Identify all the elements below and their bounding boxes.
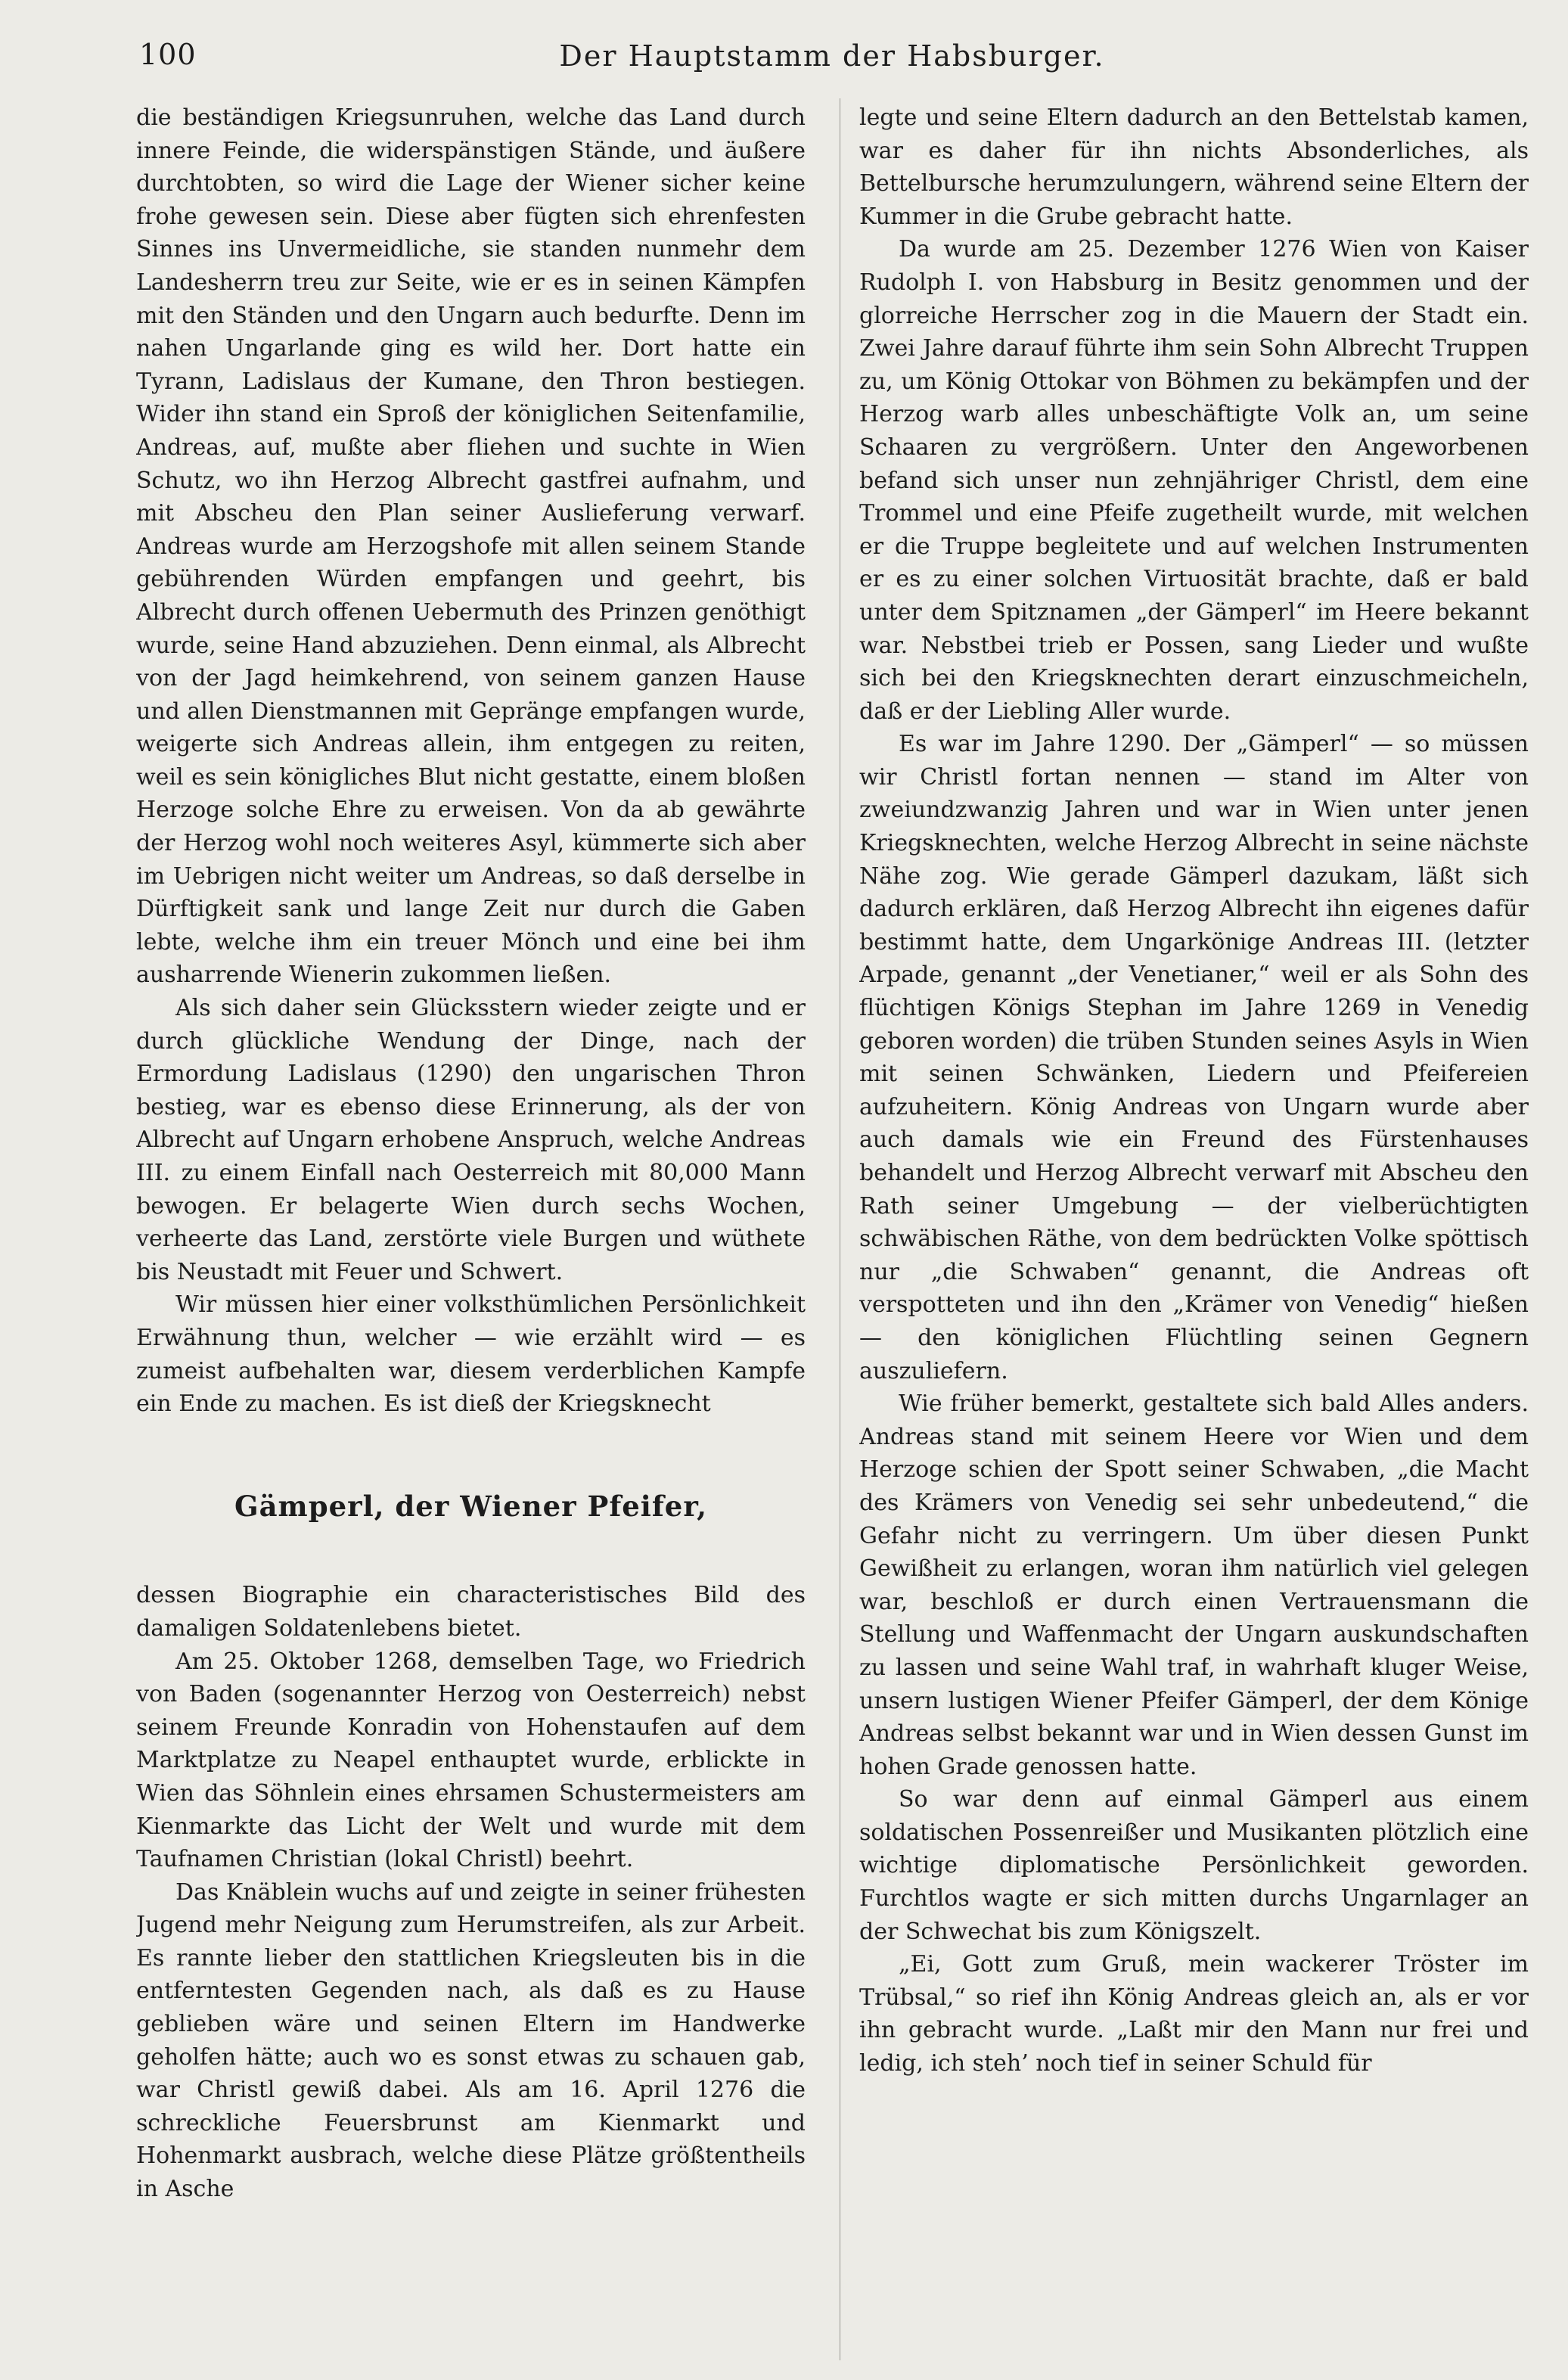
section-heading: Gämperl, der Wiener Pfeifer, bbox=[234, 1489, 708, 1523]
paragraph: legte und seine Eltern dadurch an den Bettelstab kamen, war es daher für ihn nichts Absonderliches, als Bettelbursche herumzulungern, während seine Eltern der Kummer in die Grube gebracht hatte. bbox=[859, 104, 1529, 230]
paragraph: Das Knäblein wuchs auf und zeigte in seiner frühesten Jugend mehr Neigung zum Herumstreifen, als zur Arbeit. Es rannte lieber den stattlichen Kriegsleuten bis in die entferntesten Gegenden nach, als daß es zu Hause geblieben wäre und seinen Eltern im Handwerke geholfen hätte; auch wo es sonst etwas zu schauen gab, war Christl gewiß dabei. Als am 16. April 1276 die schreckliche Feuersbrunst am Kienmarkt und Hohenmarkt ausbrach, welche diese Plätze größtentheils in Asche bbox=[136, 1878, 806, 2203]
paragraph: So war denn auf einmal Gämperl aus einem soldatischen Possenreißer und Musikanten plötzlich eine wichtige diplomatische Persönlichkeit geworden. Furchtlos wagte er sich mitten durchs Ungarnlager an der Schwechat bis zum Königszelt. bbox=[859, 1786, 1529, 1945]
paragraph: Wie früher bemerkt, gestaltete sich bald Alles anders. Andreas stand mit seinem Heere vor Wien und dem Herzoge schien der Spott seiner Schwaben, „die Macht des Krämers von Venedig sei sehr unbedeutend,“ die Gefahr nicht zu verringern. Um über diesen Punkt Gewißheit zu erlangen, woran ihm natürlich viel gelegen war, beschloß er durch einen Vertrauensmann die Stellung und Waffenmacht der Ungarn auskundschaften zu lassen und seine Wahl traf, in wahrhaft kluger Weise, unsern lustigen Wiener Pfeifer Gämperl, der dem Könige Andreas selbst bekannt war und in Wien dessen Gunst im hohen Grade genossen hatte. bbox=[859, 1390, 1529, 1780]
page-header bbox=[136, 33, 1528, 79]
paragraph: Wir müssen hier einer volksthümlichen Persönlichkeit Erwähnung thun, welcher — wie erzählt wird — es zumeist aufbehalten war, diesem verderblichen Kampfe ein Ende zu machen. Es ist dieß der Kriegsknecht bbox=[136, 1291, 806, 1418]
left-column bbox=[136, 101, 806, 2363]
paragraph: dessen Biographie ein characteristisches Bild des damaligen Soldatenlebens bietet. bbox=[136, 1582, 806, 1642]
right-column bbox=[859, 101, 1529, 2363]
paragraph: Als sich daher sein Glücksstern wieder zeigte und er durch glückliche Wendung der Dinge, nach der Ermordung Ladislaus (1290) den ungarischen Thron bestieg, war es ebenso diese Erinnerung, als der von Albrecht auf Ungarn erhobene Anspruch, welche Andreas III. zu einem Einfall nach Oesterreich mit 80,000 Mann bewogen. Er belagerte Wien durch sechs Wochen, verheerte das Land, zerstörte viele Burgen und wüthete bis Neustadt mit Feuer und Schwert. bbox=[136, 995, 806, 1285]
page-number: 100 bbox=[139, 38, 197, 71]
running-title: Der Hauptstamm der Habsburger. bbox=[559, 39, 1105, 73]
paragraph: „Ei, Gott zum Gruß, mein wackerer Tröster im Trübsal,“ so rief ihn König Andreas gleich an, als er vor ihn gebracht wurde. „Laßt mir den Mann nur frei und ledig, ich steh’ noch tief in seiner Schuld für bbox=[859, 1951, 1529, 2077]
paragraph: Da wurde am 25. Dezember 1276 Wien von Kaiser Rudolph I. von Habsburg in Besitz genommen und der glorreiche Herrscher zog in die Mauern der Stadt ein. Zwei Jahre darauf führte ihm sein Sohn Albrecht Truppen zu, um König Ottokar von Böhmen zu bekämpfen und der Herzog warb alles unbeschäftigte Volk an, um seine Schaaren zu vergrößern. Unter den Angeworbenen befand sich unser nun zehnjähriger Christl, dem eine Trommel und eine Pfeife zugetheilt wurde, mit welchen er die Truppe begleitete und auf welchen Instrumenten er es zu einer solchen Virtuosität brachte, daß er bald unter dem Spitznamen „der Gämperl“ im Heere bekannt war. Nebstbei trieb er Possen, sang Lieder und wußte sich bei den Kriegsknechten derart einzuschmeicheln, daß er der Liebling Aller wurde. bbox=[859, 236, 1529, 725]
paragraph: Es war im Jahre 1290. Der „Gämperl“ — so müssen wir Christl fortan nennen — stand im Alter von zweiundzwanzig Jahren und war in Wien unter jenen Kriegsknechten, welche Herzog Albrecht in seine nächste Nähe zog. Wie gerade Gämperl dazukam, läßt sich dadurch erklären, daß Herzog Albrecht ihn eigenes dafür bestimmt hatte, dem Ungarkönige Andreas III. (letzter Arpade, genannt „der Venetianer,“ weil er als Sohn des flüchtigen Königs Stephan im Jahre 1269 in Venedig geboren worden) die trüben Stunden seines Asyls in Wien mit seinen Schwänken, Liedern und Pfeifereien aufzuheitern. König Andreas von Ungarn wurde aber auch damals wie ein Freund des Fürstenhauses behandelt und Herzog Albrecht verwarf mit Abscheu den Rath seiner Umgebung — der vielberüchtigten schwäbischen Räthe, von dem bedrückten Volke spöttisch nur „die Schwaben“ genannt, die Andreas oft verspotteten und ihn den „Krämer von Venedig“ hießen — den königlichen Flüchtling seinen Gegnern auszuliefern. bbox=[859, 731, 1529, 1384]
paragraph: die beständigen Kriegsunruhen, welche das Land durch innere Feinde, die widerspänstigen Stände, und äußere durchtobten, so wird die Lage der Wiener sicher keine frohe gewesen sein. Diese aber fügten sich ehrenfesten Sinnes ins Unvermeidliche, sie standen nunmehr dem Landesherrn treu zur Seite, wie er es in seinen Kämpfen mit den Ständen und den Ungarn auch bedurfte. Denn im nahen Ungarlande ging es wild her. Dort hatte ein Tyrann, Ladislaus der Kumane, den Thron bestiegen. Wider ihn stand ein Sproß der königlichen Seitenfamilie, Andreas, auf, mußte aber fliehen und suchte in Wien Schutz, wo ihn Herzog Albrecht gastfrei aufnahm, und mit Abscheu den Plan seiner Auslieferung verwarf. Andreas wurde am Herzogshofe mit allen seinem Stande gebührenden Würden empfangen und geehrt, bis Albrecht durch offenen Uebermuth des Prinzen genöthigt wurde, seine Hand abzuziehen. Denn einmal, als Albrecht von der Jagd heimkehrend, von seinem ganzen Hause und allen Dienstmannen mit Gepränge empfangen wurde, weigerte sich Andreas allein, ihm entgegen zu reiten, weil es sein königliches Blut nicht gestatte, einem bloßen Herzoge solche Ehre zu erweisen. Von da ab gewährte der Herzog wohl noch weiteres Asyl, kümmerte sich aber im Uebrigen nicht weiter um Andreas, so daß derselbe in Dürftigkeit sank und lange Zeit nur durch die Gaben lebte, welche ihm ein treuer Mönch und eine bei ihm ausharrende Wienerin zukommen ließen. bbox=[136, 104, 806, 989]
paragraph: Am 25. Oktober 1268, demselben Tage, wo Friedrich von Baden (sogenannter Herzog von Oesterreich) nebst seinem Freunde Konradin von Hohenstaufen auf dem Marktplatze zu Neapel enthauptet wurde, erblickte in Wien das Söhnlein eines ehrsamen Schustermeisters am Kienmarkte das Licht der Welt und wurde mit dem Taufnamen Christian (lokal Christl) beehrt. bbox=[136, 1648, 806, 1873]
